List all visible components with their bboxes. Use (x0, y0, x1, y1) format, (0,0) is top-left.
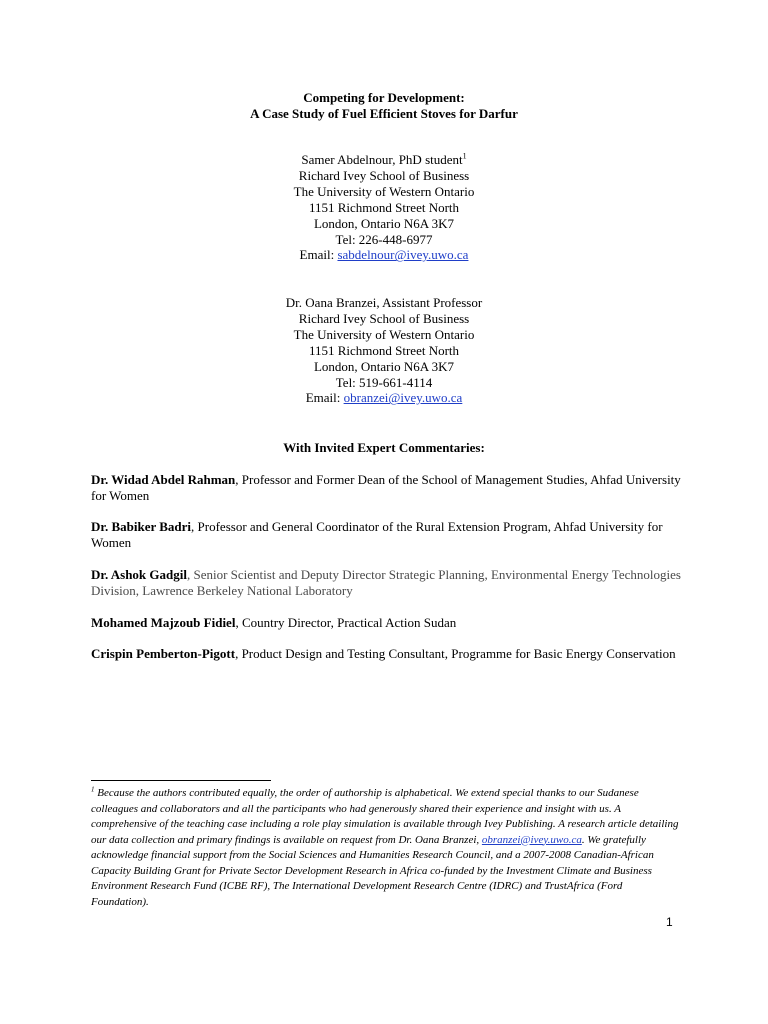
expert-name: Crispin Pemberton-Pigott (91, 646, 236, 661)
author-name-line (0, 152, 768, 168)
expert-entry (91, 567, 681, 598)
email-link[interactable]: obranzei@ivey.uwo.ca (343, 390, 463, 406)
author-name: Dr. Oana Branzei, Assistant Professor (285, 295, 483, 310)
email-link[interactable]: sabdelnour@ivey.uwo.ca (337, 247, 469, 263)
expert-name: Dr. Ashok Gadgil (91, 567, 187, 582)
author-affiliation: Richard Ivey School of Business (298, 167, 470, 183)
expert-entry (91, 646, 681, 662)
expert-name: Dr. Widad Abdel Rahman (91, 472, 236, 487)
expert-entry (91, 519, 681, 550)
expert-description: , Country Director, Practical Action Sudan (235, 615, 457, 630)
footnote-text-end: . We gratefully acknowledge financial support from the Social Sciences and Humanities Research Council, and a 2007-2008 Canadian-African Capacity Building Grant for Private Sector Development Research in Africa co-funded by the Investment Climate and Business Environment Research Fund (ICBE RF), The International Development Research Centre (IDRC) and TrustAfrica (Ford Foundation). (91, 833, 654, 908)
expert-name: Mohamed Majzoub Fidiel (91, 615, 236, 630)
author-block-1 (0, 152, 768, 263)
expert-description: , Senior Scientist and Deputy Director Strategic Planning, Environmental Energy Technologies Division, Lawrence Berkeley National Laboratory (91, 567, 681, 598)
author-university: The University of Western Ontario (293, 326, 475, 342)
footnote-number: 1 (91, 785, 95, 794)
document-title (0, 90, 768, 122)
email-label: Email: (305, 390, 344, 406)
author-affiliation: Richard Ivey School of Business (298, 310, 470, 326)
footnote-marker[interactable]: 1 (462, 151, 467, 161)
expert-description: , Product Design and Testing Consultant, Programme for Basic Energy Conservation (235, 646, 676, 661)
footnote-divider (91, 780, 271, 781)
title-line-1: Competing for Development: (303, 90, 465, 105)
author-tel: Tel: 226-448-6977 (335, 231, 433, 247)
author-street: 1151 Richmond Street North (308, 199, 460, 215)
author-tel: Tel: 519-661-4114 (335, 374, 433, 390)
title-line-2: A Case Study of Fuel Efficient Stoves for Darfur (250, 106, 518, 121)
expert-description: , Professor and General Coordinator of the Rural Extension Program, Ahfad University for Women (91, 519, 663, 550)
author-city: London, Ontario N6A 3K7 (313, 358, 455, 374)
expert-entry (91, 615, 681, 631)
footnote-text: Because the authors contributed equally, the order of authorship is alphabetical. We extend special thanks to our Sudanese colleagues and collaborators and all the participants who had generously shared their experience and insight with us. A comprehensive of the teaching case including a role play simulation is available through Ivey Publishing. A research article detailing our data collection and primary findings is available on request from Dr. Oana Branzei, (91, 787, 679, 846)
author-name: Samer Abdelnour, PhD student (301, 152, 463, 167)
footnote (91, 786, 681, 910)
author-email-line (0, 390, 768, 406)
page-number: 1 (666, 915, 673, 929)
expert-name: Dr. Babiker Badri (91, 519, 192, 534)
email-label: Email: (299, 247, 338, 263)
author-block-2 (0, 295, 768, 406)
author-university: The University of Western Ontario (293, 183, 475, 199)
commentary-heading: With Invited Expert Commentaries: (283, 440, 485, 455)
footnote-email-link[interactable]: obranzei@ivey.uwo.ca (481, 833, 582, 846)
author-city: London, Ontario N6A 3K7 (313, 215, 455, 231)
author-email-line (0, 247, 768, 263)
expert-description: , Professor and Former Dean of the School of Management Studies, Ahfad University for Women (91, 472, 681, 503)
expert-entry (91, 472, 681, 503)
author-street: 1151 Richmond Street North (308, 342, 460, 358)
